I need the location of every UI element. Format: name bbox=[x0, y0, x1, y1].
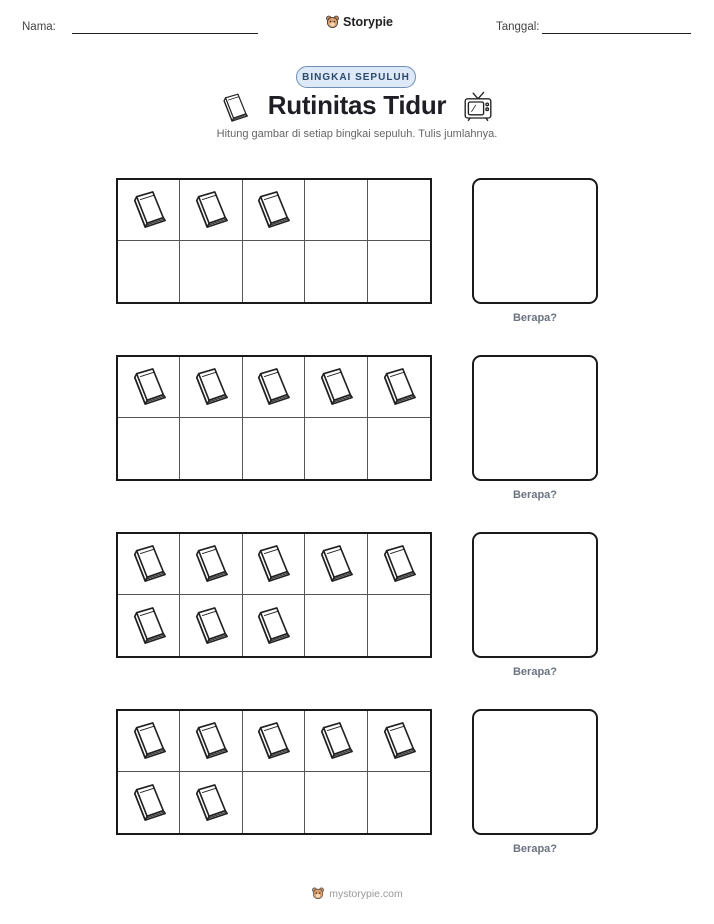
ten-frame-cell bbox=[180, 418, 242, 479]
book-icon bbox=[130, 366, 168, 408]
ten-frame-1 bbox=[116, 178, 432, 304]
ten-frame-cell bbox=[243, 595, 305, 656]
ten-frame-cell bbox=[180, 711, 242, 772]
ten-frame-cell bbox=[305, 241, 367, 302]
date-line[interactable] bbox=[542, 33, 691, 34]
book-icon bbox=[130, 189, 168, 231]
ten-frame-cell bbox=[368, 595, 430, 656]
ten-frame-cell bbox=[368, 357, 430, 418]
ten-frame-cell bbox=[243, 534, 305, 595]
ten-frame-cell bbox=[368, 180, 430, 241]
bear-icon bbox=[311, 886, 325, 901]
logo-text: Storypie bbox=[343, 15, 394, 29]
book-icon bbox=[380, 720, 418, 762]
name-label: Nama: bbox=[22, 21, 56, 33]
date-label: Tanggal: bbox=[496, 21, 540, 33]
book-icon bbox=[130, 782, 168, 824]
ten-frame-cell bbox=[368, 418, 430, 479]
tv-icon bbox=[462, 90, 494, 122]
ten-frame-cell bbox=[118, 418, 180, 479]
book-icon bbox=[380, 366, 418, 408]
ten-frame-cell bbox=[243, 357, 305, 418]
ten-frame-4 bbox=[116, 709, 432, 835]
footer bbox=[0, 886, 714, 901]
ten-frame-cell bbox=[118, 180, 180, 241]
ten-frame-cell bbox=[180, 772, 242, 833]
ten-frame-cell bbox=[118, 711, 180, 772]
answer-box-2[interactable] bbox=[472, 355, 598, 481]
instruction-text: Hitung gambar di setiap bingkai sepuluh. Tulis jumlahnya. bbox=[216, 128, 498, 140]
book-icon bbox=[317, 543, 355, 585]
page-title: Rutinitas Tidur bbox=[267, 90, 447, 120]
ten-frame-cell bbox=[368, 711, 430, 772]
book-icon bbox=[254, 543, 292, 585]
answer-prompt-1: Berapa? bbox=[512, 312, 558, 324]
book-icon bbox=[192, 720, 230, 762]
ten-frame-cell bbox=[180, 595, 242, 656]
ten-frame-cell bbox=[180, 180, 242, 241]
answer-prompt-2: Berapa? bbox=[512, 489, 558, 501]
ten-frame-cell bbox=[305, 418, 367, 479]
storypie-logo bbox=[325, 14, 393, 30]
bear-icon bbox=[325, 14, 340, 30]
book-icon bbox=[254, 366, 292, 408]
ten-frame-cell bbox=[243, 241, 305, 302]
ten-frame-cell bbox=[180, 357, 242, 418]
worksheet-badge: BINGKAI SEPULUH bbox=[296, 66, 416, 88]
ten-frame-cell bbox=[118, 595, 180, 656]
book-icon bbox=[130, 543, 168, 585]
ten-frame-cell bbox=[118, 357, 180, 418]
ten-frame-cell bbox=[305, 711, 367, 772]
book-icon bbox=[254, 189, 292, 231]
answer-box-1[interactable] bbox=[472, 178, 598, 304]
ten-frame-cell bbox=[305, 180, 367, 241]
ten-frame-cell bbox=[305, 357, 367, 418]
book-icon bbox=[192, 605, 230, 647]
ten-frame-cell bbox=[118, 772, 180, 833]
ten-frame-cell bbox=[118, 534, 180, 595]
ten-frame-3 bbox=[116, 532, 432, 658]
ten-frame-cell bbox=[368, 241, 430, 302]
ten-frame-cell bbox=[243, 418, 305, 479]
book-icon bbox=[317, 366, 355, 408]
ten-frame-cell bbox=[180, 534, 242, 595]
answer-box-3[interactable] bbox=[472, 532, 598, 658]
ten-frame-2 bbox=[116, 355, 432, 481]
ten-frame-cell bbox=[368, 772, 430, 833]
ten-frame-cell bbox=[243, 772, 305, 833]
answer-prompt-3: Berapa? bbox=[512, 666, 558, 678]
book-icon bbox=[380, 543, 418, 585]
book-icon bbox=[192, 782, 230, 824]
book-icon bbox=[254, 605, 292, 647]
ten-frame-cell bbox=[180, 241, 242, 302]
book-icon bbox=[317, 720, 355, 762]
ten-frame-cell bbox=[118, 241, 180, 302]
book-icon bbox=[192, 543, 230, 585]
answer-box-4[interactable] bbox=[472, 709, 598, 835]
ten-frame-cell bbox=[368, 534, 430, 595]
footer-url: mystorypie.com bbox=[329, 887, 403, 900]
book-icon bbox=[130, 605, 168, 647]
book-icon bbox=[192, 189, 230, 231]
book-icon bbox=[254, 720, 292, 762]
ten-frame-cell bbox=[305, 772, 367, 833]
ten-frame-cell bbox=[243, 180, 305, 241]
name-line[interactable] bbox=[72, 33, 258, 34]
ten-frame-cell bbox=[243, 711, 305, 772]
ten-frame-cell bbox=[305, 595, 367, 656]
book-icon bbox=[192, 366, 230, 408]
ten-frame-cell bbox=[305, 534, 367, 595]
answer-prompt-4: Berapa? bbox=[512, 843, 558, 855]
book-icon bbox=[130, 720, 168, 762]
